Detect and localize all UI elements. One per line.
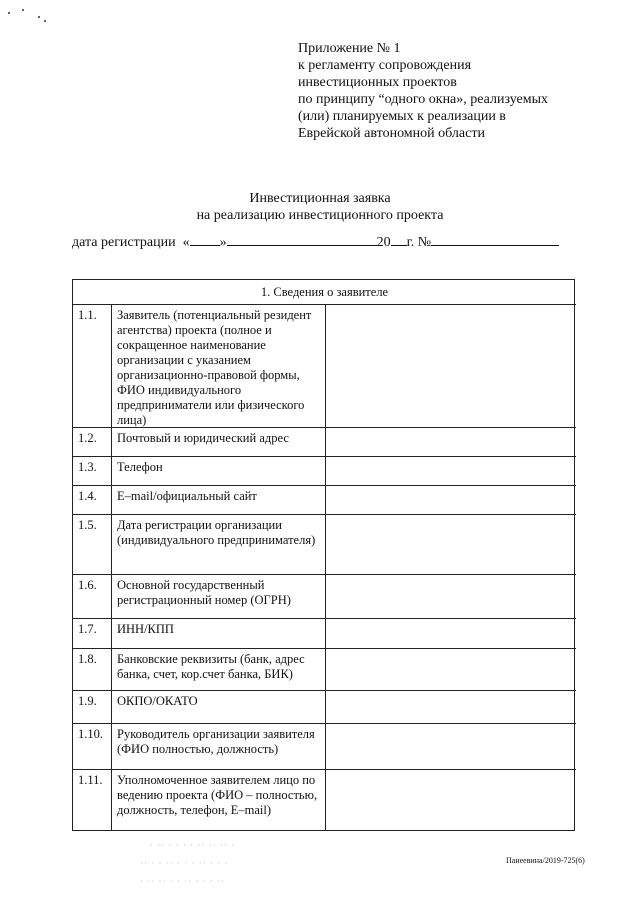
registration-label: дата регистрации xyxy=(72,235,176,250)
bleed-through-text: ·· · · ·· · · · ·· · · · xyxy=(140,858,229,868)
year-prefix: 20 xyxy=(376,235,391,250)
number-field[interactable] xyxy=(431,232,559,246)
table-row xyxy=(73,515,576,575)
row-number: 1.7. xyxy=(78,622,97,636)
bleed-through-text: · ·· · · · · ·· ·· ·· · xyxy=(150,840,236,850)
row-number: 1.10. xyxy=(78,727,103,741)
annex-line: к регламенту сопровождения xyxy=(298,58,472,73)
scan-speck xyxy=(38,16,40,18)
scan-speck xyxy=(22,9,24,11)
row-number: 1.5. xyxy=(78,518,97,532)
document-title: Инвестиционная заявка xyxy=(249,191,391,206)
document-code: Панеевина/2019-725(6) xyxy=(506,856,585,865)
year-field[interactable] xyxy=(391,232,407,246)
row-label: Основной государственный регистрационный номер (ОГРН) xyxy=(117,578,291,607)
scan-speck xyxy=(8,12,10,14)
row-number: 1.6. xyxy=(78,578,97,592)
row-number: 1.8. xyxy=(78,652,97,666)
annex-line: инвестиционных проектов xyxy=(298,75,457,90)
annex-line: Приложение № 1 xyxy=(298,41,401,56)
table-row xyxy=(73,724,576,770)
row-label: Банковские реквизиты (банк, адрес банка, счет, кор.счет банка, БИК) xyxy=(117,652,305,681)
row-number: 1.3. xyxy=(78,460,97,474)
table-row xyxy=(73,649,576,691)
row-label: Телефон xyxy=(117,460,163,474)
scan-speck xyxy=(44,20,46,22)
row-label: Дата регистрации организации (индивидуального предпринимателя) xyxy=(117,518,316,547)
table-row xyxy=(73,770,576,832)
table-row xyxy=(73,691,576,724)
annex-line: (или) планируемых к реализации в xyxy=(298,109,506,124)
row-number: 1.11. xyxy=(78,773,103,787)
row-number: 1.9. xyxy=(78,694,97,708)
quote-open: « xyxy=(182,235,190,250)
section-title: 1. Сведения о заявителе xyxy=(73,280,576,305)
table-row xyxy=(73,457,576,486)
table-row xyxy=(73,428,576,457)
row-label: Уполномоченное заявителем лицо по ведению проекта (ФИО – полностью, должность, телефон, E–mail) xyxy=(117,773,318,817)
day-field[interactable] xyxy=(190,232,220,246)
annex-header xyxy=(298,40,628,142)
month-field[interactable] xyxy=(227,232,377,246)
quote-close: » xyxy=(219,235,227,250)
row-label: E–mail/официальный сайт xyxy=(117,489,257,503)
row-label: ОКПО/ОКАТО xyxy=(117,694,198,708)
annex-line: по принципу “одного окна», реализуемых xyxy=(298,92,549,107)
annex-line: Еврейской автономной области xyxy=(298,126,485,141)
row-label: Заявитель (потенциальный резидент агентства) проекта (полное и сокращенное наименование организации с указанием организационно-правовой формы, ФИО индивидуального предприниматели или физического лица) xyxy=(117,308,312,427)
row-label: Почтовый и юридический адрес xyxy=(117,431,289,445)
row-number: 1.1. xyxy=(78,308,97,322)
table-row xyxy=(73,486,576,515)
row-label: Руководитель организации заявителя (ФИО полностью, должность) xyxy=(117,727,315,756)
table-row xyxy=(73,305,576,428)
row-number: 1.4. xyxy=(78,489,97,503)
bleed-through-text: · ·· ·· · · ·· · · · ·· xyxy=(140,876,226,886)
document-subtitle: на реализацию инвестиционного проекта xyxy=(196,208,444,223)
row-number: 1.2. xyxy=(78,431,97,445)
table-row xyxy=(73,575,576,619)
applicant-table xyxy=(72,279,575,831)
table-row xyxy=(73,619,576,649)
number-label: г. № xyxy=(406,235,432,250)
registration-line xyxy=(72,232,559,251)
row-label: ИНН/КПП xyxy=(117,622,174,636)
